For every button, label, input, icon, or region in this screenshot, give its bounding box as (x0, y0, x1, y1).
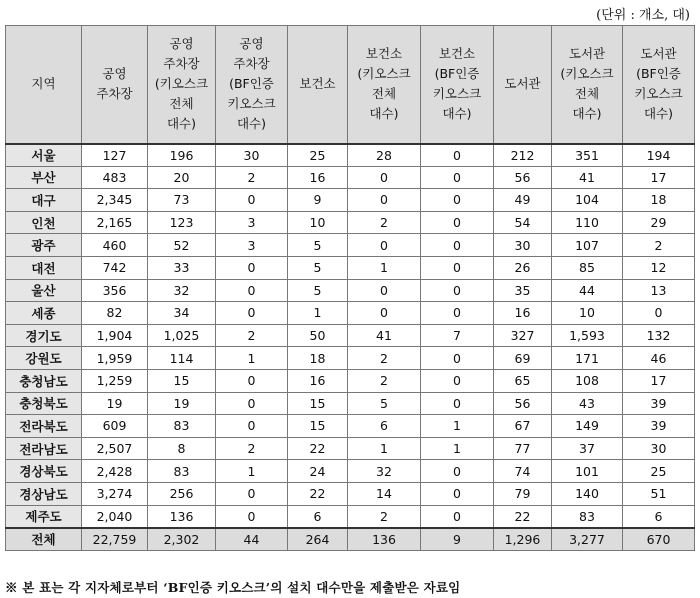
value-cell: 2,345 (82, 189, 148, 212)
value-cell: 5 (348, 392, 421, 415)
value-cell: 196 (148, 144, 216, 167)
value-cell: 1 (348, 256, 421, 279)
value-cell: 2,507 (82, 437, 148, 460)
footnote: ※ 본 표는 각 지자체로부터 ‘BF인증 키오스크’의 설치 대수만을 제출받은 자료임 (5, 580, 461, 595)
value-cell: 30 (494, 234, 552, 257)
value-cell: 0 (216, 482, 288, 505)
header-parking-kiosk-total: 공영 주차장 (키오스크 전체 대수) (148, 26, 216, 144)
value-cell: 0 (421, 460, 494, 483)
total-row (6, 528, 695, 551)
table-row (6, 189, 695, 212)
value-cell: 0 (421, 347, 494, 370)
value-cell: 46 (623, 347, 695, 370)
header-libraries: 도서관 (494, 26, 552, 144)
value-cell: 1,593 (552, 324, 623, 347)
table-row (6, 392, 695, 415)
value-cell: 51 (623, 482, 695, 505)
table-row (6, 144, 695, 167)
value-cell: 79 (494, 482, 552, 505)
value-cell: 19 (148, 392, 216, 415)
value-cell: 0 (216, 415, 288, 438)
value-cell: 107 (552, 234, 623, 257)
value-cell: 0 (348, 189, 421, 212)
region-cell: 경기도 (6, 324, 82, 347)
value-cell: 15 (148, 369, 216, 392)
value-cell: 0 (421, 302, 494, 325)
value-cell: 256 (148, 482, 216, 505)
value-cell: 15 (288, 415, 348, 438)
value-cell: 28 (348, 144, 421, 167)
region-cell: 대구 (6, 189, 82, 212)
value-cell: 5 (288, 279, 348, 302)
header-library-kiosk-total: 도서관 (키오스크 전체 대수) (552, 26, 623, 144)
table-row (6, 347, 695, 370)
value-cell: 6 (288, 505, 348, 528)
region-cell: 충청북도 (6, 392, 82, 415)
value-cell: 77 (494, 437, 552, 460)
value-cell: 6 (348, 415, 421, 438)
value-cell: 3,277 (552, 528, 623, 551)
value-cell: 44 (552, 279, 623, 302)
header-parking-lots: 공영 주차장 (82, 26, 148, 144)
value-cell: 0 (421, 279, 494, 302)
region-cell: 충청남도 (6, 369, 82, 392)
value-cell: 2 (623, 234, 695, 257)
value-cell: 56 (494, 166, 552, 189)
value-cell: 8 (148, 437, 216, 460)
value-cell: 33 (148, 256, 216, 279)
value-cell: 82 (82, 302, 148, 325)
value-cell: 19 (82, 392, 148, 415)
value-cell: 0 (421, 392, 494, 415)
value-cell: 2 (216, 166, 288, 189)
value-cell: 0 (421, 256, 494, 279)
value-cell: 171 (552, 347, 623, 370)
value-cell: 3,274 (82, 482, 148, 505)
value-cell: 0 (348, 166, 421, 189)
value-cell: 0 (421, 144, 494, 167)
value-cell: 14 (348, 482, 421, 505)
region-cell: 대전 (6, 256, 82, 279)
table-body (6, 144, 695, 551)
value-cell: 18 (288, 347, 348, 370)
value-cell: 2,428 (82, 460, 148, 483)
value-cell: 0 (216, 505, 288, 528)
value-cell: 54 (494, 211, 552, 234)
kiosk-statistics-table (5, 25, 695, 551)
value-cell: 1 (216, 460, 288, 483)
value-cell: 44 (216, 528, 288, 551)
table-row (6, 279, 695, 302)
value-cell: 74 (494, 460, 552, 483)
value-cell: 41 (552, 166, 623, 189)
value-cell: 2 (216, 324, 288, 347)
region-cell: 광주 (6, 234, 82, 257)
value-cell: 1 (288, 302, 348, 325)
header-parking-kiosk-bf: 공영 주차장 (BF인증 키오스크 대수) (216, 26, 288, 144)
table-row (6, 302, 695, 325)
region-cell: 경상남도 (6, 482, 82, 505)
value-cell: 16 (494, 302, 552, 325)
region-cell: 울산 (6, 279, 82, 302)
header-row (6, 26, 695, 144)
value-cell: 83 (148, 415, 216, 438)
value-cell: 83 (148, 460, 216, 483)
value-cell: 0 (421, 482, 494, 505)
value-cell: 25 (623, 460, 695, 483)
value-cell: 1,904 (82, 324, 148, 347)
value-cell: 104 (552, 189, 623, 212)
value-cell: 194 (623, 144, 695, 167)
value-cell: 50 (288, 324, 348, 347)
value-cell: 351 (552, 144, 623, 167)
value-cell: 65 (494, 369, 552, 392)
value-cell: 0 (216, 256, 288, 279)
value-cell: 2,302 (148, 528, 216, 551)
value-cell: 101 (552, 460, 623, 483)
value-cell: 1 (348, 437, 421, 460)
value-cell: 10 (552, 302, 623, 325)
value-cell: 15 (288, 392, 348, 415)
value-cell: 0 (216, 392, 288, 415)
value-cell: 18 (623, 189, 695, 212)
value-cell: 24 (288, 460, 348, 483)
value-cell: 5 (288, 234, 348, 257)
value-cell: 1 (421, 415, 494, 438)
value-cell: 69 (494, 347, 552, 370)
region-cell: 인천 (6, 211, 82, 234)
value-cell: 39 (623, 415, 695, 438)
value-cell: 1,296 (494, 528, 552, 551)
value-cell: 16 (288, 369, 348, 392)
value-cell: 22,759 (82, 528, 148, 551)
header-health-kiosk-bf: 보건소 (BF인증 키오스크 대수) (421, 26, 494, 144)
value-cell: 41 (348, 324, 421, 347)
value-cell: 0 (216, 189, 288, 212)
table-row (6, 505, 695, 528)
value-cell: 35 (494, 279, 552, 302)
value-cell: 2,165 (82, 211, 148, 234)
value-cell: 37 (552, 437, 623, 460)
value-cell: 9 (421, 528, 494, 551)
value-cell: 34 (148, 302, 216, 325)
value-cell: 32 (348, 460, 421, 483)
value-cell: 7 (421, 324, 494, 347)
region-cell: 전라남도 (6, 437, 82, 460)
header-library-kiosk-bf: 도서관 (BF인증 키오스크 대수) (623, 26, 695, 144)
value-cell: 5 (288, 256, 348, 279)
value-cell: 2,040 (82, 505, 148, 528)
value-cell: 0 (421, 234, 494, 257)
value-cell: 114 (148, 347, 216, 370)
value-cell: 609 (82, 415, 148, 438)
value-cell: 67 (494, 415, 552, 438)
value-cell: 123 (148, 211, 216, 234)
value-cell: 22 (288, 437, 348, 460)
value-cell: 1,259 (82, 369, 148, 392)
value-cell: 132 (623, 324, 695, 347)
region-cell: 전라북도 (6, 415, 82, 438)
value-cell: 3 (216, 211, 288, 234)
value-cell: 212 (494, 144, 552, 167)
region-cell: 부산 (6, 166, 82, 189)
value-cell: 0 (421, 369, 494, 392)
value-cell: 39 (623, 392, 695, 415)
value-cell: 13 (623, 279, 695, 302)
value-cell: 22 (494, 505, 552, 528)
value-cell: 0 (421, 189, 494, 212)
value-cell: 483 (82, 166, 148, 189)
table-row (6, 437, 695, 460)
table-row (6, 482, 695, 505)
value-cell: 0 (348, 234, 421, 257)
value-cell: 742 (82, 256, 148, 279)
value-cell: 29 (623, 211, 695, 234)
value-cell: 670 (623, 528, 695, 551)
value-cell: 0 (421, 166, 494, 189)
value-cell: 1,025 (148, 324, 216, 347)
value-cell: 2 (348, 369, 421, 392)
value-cell: 17 (623, 369, 695, 392)
region-cell: 경상북도 (6, 460, 82, 483)
value-cell: 12 (623, 256, 695, 279)
unit-label: (단위 : 개소, 대) (596, 8, 690, 23)
header-health-centers: 보건소 (288, 26, 348, 144)
table-row (6, 234, 695, 257)
value-cell: 136 (148, 505, 216, 528)
value-cell: 136 (348, 528, 421, 551)
value-cell: 1 (421, 437, 494, 460)
value-cell: 6 (623, 505, 695, 528)
value-cell: 16 (288, 166, 348, 189)
header-health-kiosk-total: 보건소 (키오스크 전체 대수) (348, 26, 421, 144)
region-cell: 제주도 (6, 505, 82, 528)
value-cell: 52 (148, 234, 216, 257)
value-cell: 110 (552, 211, 623, 234)
value-cell: 30 (216, 144, 288, 167)
value-cell: 17 (623, 166, 695, 189)
value-cell: 460 (82, 234, 148, 257)
value-cell: 327 (494, 324, 552, 347)
value-cell: 2 (348, 347, 421, 370)
value-cell: 25 (288, 144, 348, 167)
value-cell: 20 (148, 166, 216, 189)
table-row (6, 256, 695, 279)
value-cell: 73 (148, 189, 216, 212)
value-cell: 149 (552, 415, 623, 438)
value-cell: 127 (82, 144, 148, 167)
value-cell: 108 (552, 369, 623, 392)
table-row (6, 460, 695, 483)
value-cell: 0 (348, 279, 421, 302)
region-cell: 세종 (6, 302, 82, 325)
value-cell: 264 (288, 528, 348, 551)
region-cell: 전체 (6, 528, 82, 551)
value-cell: 2 (216, 437, 288, 460)
value-cell: 9 (288, 189, 348, 212)
value-cell: 356 (82, 279, 148, 302)
value-cell: 49 (494, 189, 552, 212)
value-cell: 10 (288, 211, 348, 234)
table-row (6, 369, 695, 392)
value-cell: 2 (348, 211, 421, 234)
value-cell: 43 (552, 392, 623, 415)
value-cell: 26 (494, 256, 552, 279)
header-region: 지역 (6, 26, 82, 144)
value-cell: 32 (148, 279, 216, 302)
value-cell: 30 (623, 437, 695, 460)
table-row (6, 211, 695, 234)
value-cell: 2 (348, 505, 421, 528)
value-cell: 0 (421, 211, 494, 234)
region-cell: 강원도 (6, 347, 82, 370)
value-cell: 0 (421, 505, 494, 528)
table-row (6, 324, 695, 347)
value-cell: 140 (552, 482, 623, 505)
value-cell: 83 (552, 505, 623, 528)
value-cell: 22 (288, 482, 348, 505)
table-row (6, 415, 695, 438)
value-cell: 85 (552, 256, 623, 279)
value-cell: 1 (216, 347, 288, 370)
region-cell: 서울 (6, 144, 82, 167)
value-cell: 3 (216, 234, 288, 257)
value-cell: 0 (623, 302, 695, 325)
value-cell: 0 (216, 302, 288, 325)
table-row (6, 166, 695, 189)
value-cell: 0 (216, 369, 288, 392)
value-cell: 0 (348, 302, 421, 325)
value-cell: 0 (216, 279, 288, 302)
value-cell: 56 (494, 392, 552, 415)
value-cell: 1,959 (82, 347, 148, 370)
